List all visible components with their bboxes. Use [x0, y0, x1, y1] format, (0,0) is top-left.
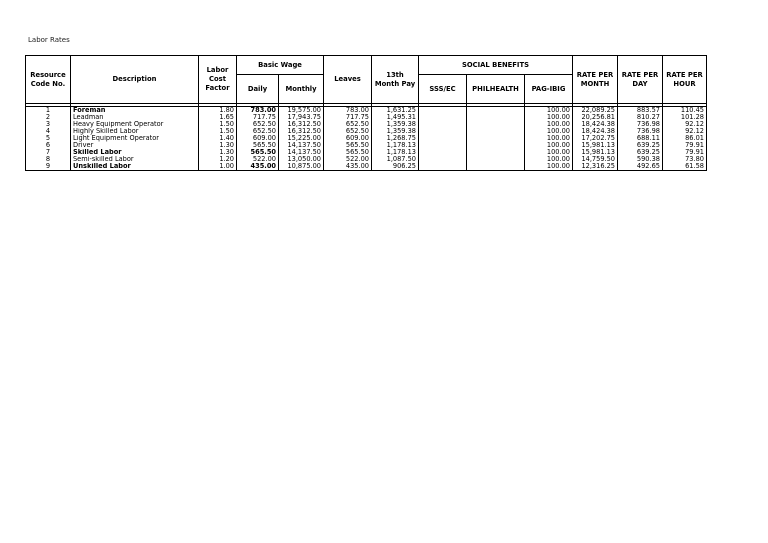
cell-sss-ec: [419, 114, 467, 121]
header-13th-month-pay: 13th Month Pay: [372, 56, 419, 104]
cell-philhealth: [467, 163, 525, 171]
cell-description: Semi-skilled Labor: [71, 156, 199, 163]
cell-leaves: 435.00: [324, 163, 372, 171]
cell-code: 1: [26, 107, 71, 115]
cell-pag-ibig: 100.00: [525, 114, 573, 121]
cell-daily: 565.50: [237, 149, 279, 156]
cell-rate-day: 590.38: [618, 156, 663, 163]
header-basic-wage: Basic Wage: [237, 56, 324, 75]
cell-13th-month: 1,268.75: [372, 135, 419, 142]
table-row: [26, 163, 707, 171]
table-row: [26, 156, 707, 163]
header-rate-per-hour: RATE PER HOUR: [663, 56, 707, 104]
header-labor-cost-factor: Labor Cost Factor: [199, 56, 237, 104]
cell-daily: 565.50: [237, 142, 279, 149]
table-body: [26, 104, 707, 171]
cell-monthly: 14,137.50: [279, 142, 324, 149]
cell-rate-day: 639.25: [618, 149, 663, 156]
cell-code: 4: [26, 128, 71, 135]
cell-leaves: 522.00: [324, 156, 372, 163]
cell-monthly: 19,575.00: [279, 107, 324, 115]
cell-rate-hour: 86.01: [663, 135, 707, 142]
cell-monthly: 16,312.50: [279, 121, 324, 128]
header-pag-ibig: PAG-IBIG: [525, 75, 573, 104]
cell-13th-month: 1,359.38: [372, 121, 419, 128]
labor-rates-table: [25, 55, 707, 171]
cell-description: Heavy Equipment Operator: [71, 121, 199, 128]
cell-sss-ec: [419, 121, 467, 128]
cell-rate-day: 736.98: [618, 128, 663, 135]
header-daily: Daily: [237, 75, 279, 104]
cell-rate-day: 810.27: [618, 114, 663, 121]
cell-rate-month: 18,424.38: [573, 128, 618, 135]
table-row: [26, 128, 707, 135]
cell-rate-month: 14,759.50: [573, 156, 618, 163]
cell-code: 9: [26, 163, 71, 171]
cell-code: 3: [26, 121, 71, 128]
table-row: [26, 149, 707, 156]
cell-rate-day: 492.65: [618, 163, 663, 171]
cell-description: Driver: [71, 142, 199, 149]
cell-philhealth: [467, 135, 525, 142]
cell-rate-day: 688.11: [618, 135, 663, 142]
cell-monthly: 14,137.50: [279, 149, 324, 156]
cell-daily: 652.50: [237, 121, 279, 128]
cell-pag-ibig: 100.00: [525, 128, 573, 135]
cell-factor: 1.40: [199, 135, 237, 142]
header-rate-per-day: RATE PER DAY: [618, 56, 663, 104]
cell-philhealth: [467, 107, 525, 115]
table-row: [26, 114, 707, 121]
header-monthly: Monthly: [279, 75, 324, 104]
cell-13th-month: 1,178.13: [372, 142, 419, 149]
cell-daily: 783.00: [237, 107, 279, 115]
cell-13th-month: 1,495.31: [372, 114, 419, 121]
table-row: [26, 142, 707, 149]
cell-monthly: 10,875.00: [279, 163, 324, 171]
cell-rate-month: 18,424.38: [573, 121, 618, 128]
cell-description: Unskilled Labor: [71, 163, 199, 171]
header-philhealth: PHILHEALTH: [467, 75, 525, 104]
cell-description: Foreman: [71, 107, 199, 115]
cell-description: Skilled Labor: [71, 149, 199, 156]
header-description: Description: [71, 56, 199, 104]
cell-monthly: 16,312.50: [279, 128, 324, 135]
cell-leaves: 609.00: [324, 135, 372, 142]
cell-philhealth: [467, 156, 525, 163]
cell-philhealth: [467, 121, 525, 128]
cell-factor: 1.20: [199, 156, 237, 163]
cell-code: 6: [26, 142, 71, 149]
cell-pag-ibig: 100.00: [525, 156, 573, 163]
cell-13th-month: 1,087.50: [372, 156, 419, 163]
cell-rate-month: 15,981.13: [573, 149, 618, 156]
cell-rate-hour: 92.12: [663, 121, 707, 128]
cell-sss-ec: [419, 107, 467, 115]
cell-pag-ibig: 100.00: [525, 121, 573, 128]
cell-rate-month: 15,981.13: [573, 142, 618, 149]
cell-sss-ec: [419, 128, 467, 135]
cell-13th-month: 1,631.25: [372, 107, 419, 115]
cell-pag-ibig: 100.00: [525, 149, 573, 156]
cell-pag-ibig: 100.00: [525, 107, 573, 115]
cell-code: 8: [26, 156, 71, 163]
cell-rate-day: 639.25: [618, 142, 663, 149]
cell-sss-ec: [419, 149, 467, 156]
cell-factor: 1.30: [199, 142, 237, 149]
cell-daily: 609.00: [237, 135, 279, 142]
cell-philhealth: [467, 149, 525, 156]
cell-leaves: 783.00: [324, 107, 372, 115]
table-row: [26, 135, 707, 142]
cell-sss-ec: [419, 135, 467, 142]
cell-leaves: 652.50: [324, 128, 372, 135]
cell-description: Leadman: [71, 114, 199, 121]
cell-philhealth: [467, 128, 525, 135]
cell-code: 7: [26, 149, 71, 156]
cell-factor: 1.65: [199, 114, 237, 121]
cell-13th-month: 906.25: [372, 163, 419, 171]
cell-description: Highly Skilled Labor: [71, 128, 199, 135]
cell-factor: 1.50: [199, 121, 237, 128]
header-code: Resource Code No.: [26, 56, 71, 104]
cell-daily: 717.75: [237, 114, 279, 121]
cell-pag-ibig: 100.00: [525, 142, 573, 149]
cell-factor: 1.30: [199, 149, 237, 156]
cell-rate-hour: 61.58: [663, 163, 707, 171]
cell-rate-day: 736.98: [618, 121, 663, 128]
cell-rate-month: 22,089.25: [573, 107, 618, 115]
header-social-benefits: SOCIAL BENEFITS: [419, 56, 573, 75]
cell-daily: 522.00: [237, 156, 279, 163]
cell-leaves: 565.50: [324, 142, 372, 149]
cell-sss-ec: [419, 142, 467, 149]
cell-sss-ec: [419, 163, 467, 171]
cell-factor: 1.00: [199, 163, 237, 171]
cell-rate-hour: 110.45: [663, 107, 707, 115]
cell-rate-hour: 79.91: [663, 149, 707, 156]
cell-leaves: 717.75: [324, 114, 372, 121]
cell-factor: 1.80: [199, 107, 237, 115]
cell-monthly: 17,943.75: [279, 114, 324, 121]
table-row: [26, 121, 707, 128]
header-sss-ec: SSS/EC: [419, 75, 467, 104]
cell-rate-hour: 92.12: [663, 128, 707, 135]
cell-rate-hour: 101.28: [663, 114, 707, 121]
cell-13th-month: 1,359.38: [372, 128, 419, 135]
header-rate-per-month: RATE PER MONTH: [573, 56, 618, 104]
page-title: Labor Rates: [28, 36, 70, 44]
cell-leaves: 565.50: [324, 149, 372, 156]
cell-rate-month: 17,202.75: [573, 135, 618, 142]
cell-philhealth: [467, 142, 525, 149]
cell-rate-hour: 73.80: [663, 156, 707, 163]
cell-pag-ibig: 100.00: [525, 163, 573, 171]
cell-rate-hour: 79.91: [663, 142, 707, 149]
cell-leaves: 652.50: [324, 121, 372, 128]
cell-rate-month: 20,256.81: [573, 114, 618, 121]
cell-monthly: 15,225.00: [279, 135, 324, 142]
cell-rate-month: 12,316.25: [573, 163, 618, 171]
cell-daily: 435.00: [237, 163, 279, 171]
cell-13th-month: 1,178.13: [372, 149, 419, 156]
table-row: [26, 107, 707, 115]
cell-description: Light Equipment Operator: [71, 135, 199, 142]
cell-philhealth: [467, 114, 525, 121]
cell-daily: 652.50: [237, 128, 279, 135]
cell-factor: 1.50: [199, 128, 237, 135]
cell-code: 2: [26, 114, 71, 121]
cell-monthly: 13,050.00: [279, 156, 324, 163]
header-leaves: Leaves: [324, 56, 372, 104]
cell-rate-day: 883.57: [618, 107, 663, 115]
cell-pag-ibig: 100.00: [525, 135, 573, 142]
cell-sss-ec: [419, 156, 467, 163]
cell-code: 5: [26, 135, 71, 142]
